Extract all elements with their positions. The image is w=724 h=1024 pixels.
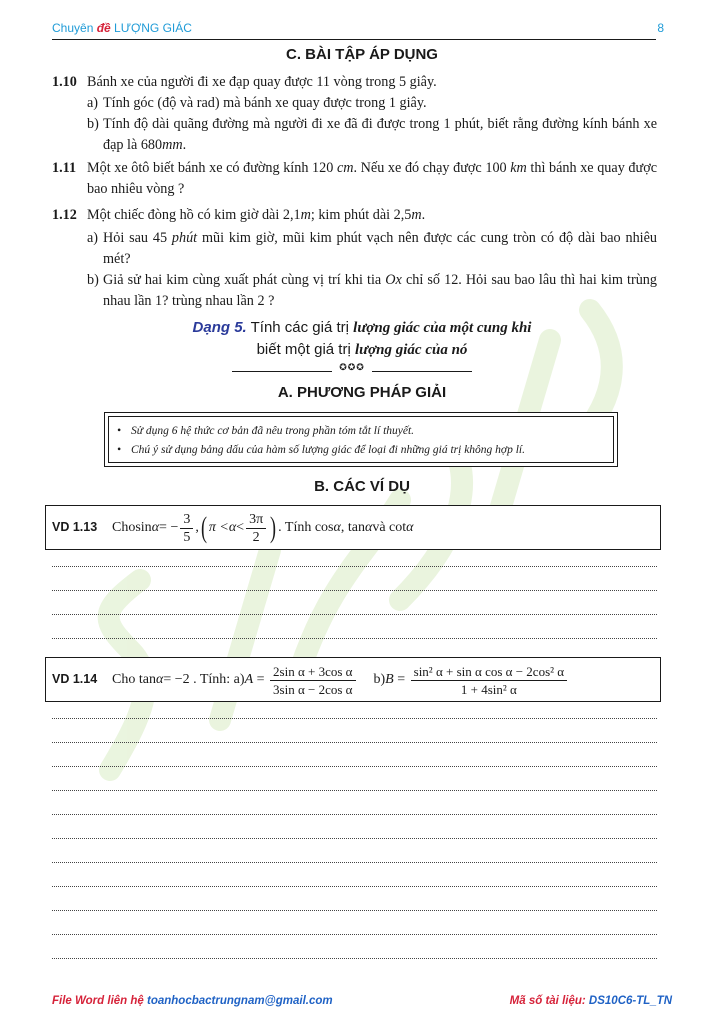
- exercise-text: Một xe ôtô biết bánh xe có đường kính 120 cm. Nếu xe đó chạy được 100 km thì bánh xe quay được bao nhiêu vòng ?: [87, 160, 657, 197]
- answer-line: [52, 909, 657, 911]
- answer-line: [52, 589, 657, 591]
- contact-email-link[interactable]: toanhocbactrungnam@gmail.com: [147, 995, 333, 1007]
- exercise-text: Bánh xe của người đi xe đạp quay được 11 vòng trong 5 giây.: [87, 74, 437, 90]
- answer-line: [52, 813, 657, 815]
- chapter-title: Chuyên đề LƯỢNG GIÁC: [52, 21, 192, 35]
- part-a: a) Hỏi sau 45 phút mũi kim giờ, mũi kim phút vạch nên được các cung tròn có độ dài bao nhiêu mét?: [87, 230, 657, 267]
- example-1-13: [45, 505, 661, 550]
- answer-line: [52, 789, 657, 791]
- answer-line: [52, 717, 657, 719]
- part-b: b) Tính độ dài quãng đường mà người đi xe đã đi được trong 1 phút, biết rằng đường kính bánh xe đạp là 680mm.: [87, 116, 657, 153]
- document-code: Mã số tài liệu: DS10C6-TL_TN: [509, 995, 672, 1007]
- example-label: VD 1.13: [52, 520, 98, 534]
- answer-line: [52, 957, 657, 959]
- exercise-1-11: [52, 158, 657, 200]
- section-b-title: B. CÁC VÍ DỤ: [314, 478, 410, 495]
- answer-line: [52, 933, 657, 935]
- part-b: b) Giả sử hai kim cùng xuất phát cùng vị trí khi tia Ox chỉ số 12. Hỏi sau bao lâu thì hai kim trùng nhau lần 1? trùng nhau lần 2 ?: [87, 272, 657, 309]
- method-box: [104, 412, 618, 467]
- exercise-number: 1.11: [52, 160, 77, 176]
- answer-line: [52, 837, 657, 839]
- topic-heading: Dạng 5. Tính các giá trị lượng giác của một cung khi biết một giá trị lượng giác của nó: [192, 319, 532, 358]
- star-ornament-icon: ✪✪✪: [339, 363, 365, 373]
- answer-line: [52, 765, 657, 767]
- example-1-14: [45, 657, 661, 702]
- exercise-1-12: [52, 205, 657, 312]
- section-a-title: A. PHƯƠNG PHÁP GIẢI: [277, 384, 447, 401]
- answer-line: [52, 565, 657, 567]
- exercise-1-10: [52, 72, 657, 156]
- method-bullet: • Chú ý sử dụng bảng dấu của hàm số lượng giác để loại đi những giá trị không hợp lí.: [117, 441, 613, 460]
- example-statement: Cho tan α = −2 . Tính: a) A = $\frac{\text{2sin α + 3cos α}}{\text{3sin α − 2cos α}}$ b) B = $\frac{\text{sin² α + sin α cos α − 2cos² α}}{\text{1 + 4sin² α}}$: [112, 661, 652, 699]
- bullet-icon: •: [117, 444, 122, 456]
- exercise-number: 1.10: [52, 74, 77, 90]
- page-header: [52, 20, 664, 40]
- part-a: a) Tính góc (độ và rad) mà bánh xe quay được trong 1 giây.: [87, 95, 427, 111]
- exercise-number: 1.12: [52, 207, 77, 223]
- contact-info: File Word liên hệ toanhocbactrungnam@gmail.com: [52, 995, 333, 1007]
- answer-line: [52, 885, 657, 887]
- answer-line: [52, 861, 657, 863]
- bullet-icon: •: [117, 425, 122, 437]
- answer-line: [52, 741, 657, 743]
- answer-line: [52, 613, 657, 615]
- example-label: VD 1.14: [52, 672, 98, 686]
- answer-line: [52, 637, 657, 639]
- section-c-title: C. BÀI TẬP ÁP DỤNG: [286, 46, 438, 63]
- ornament-divider: [232, 363, 472, 375]
- exercise-text: Một chiếc đòng hồ có kim giờ dài 2,1m; kim phút dài 2,5m.: [87, 207, 426, 223]
- example-statement: Cho sin α = − $\frac{3}{5}$ , ( π < α < $\frac{3\pi}{2}$ ) . Tính cos α , tan α và cot α: [112, 511, 414, 545]
- method-bullet: • Sử dụng 6 hệ thức cơ bản đã nêu trong phần tóm tắt lí thuyết.: [117, 422, 613, 441]
- page-number: 8: [657, 21, 664, 35]
- page-footer: [52, 995, 672, 1011]
